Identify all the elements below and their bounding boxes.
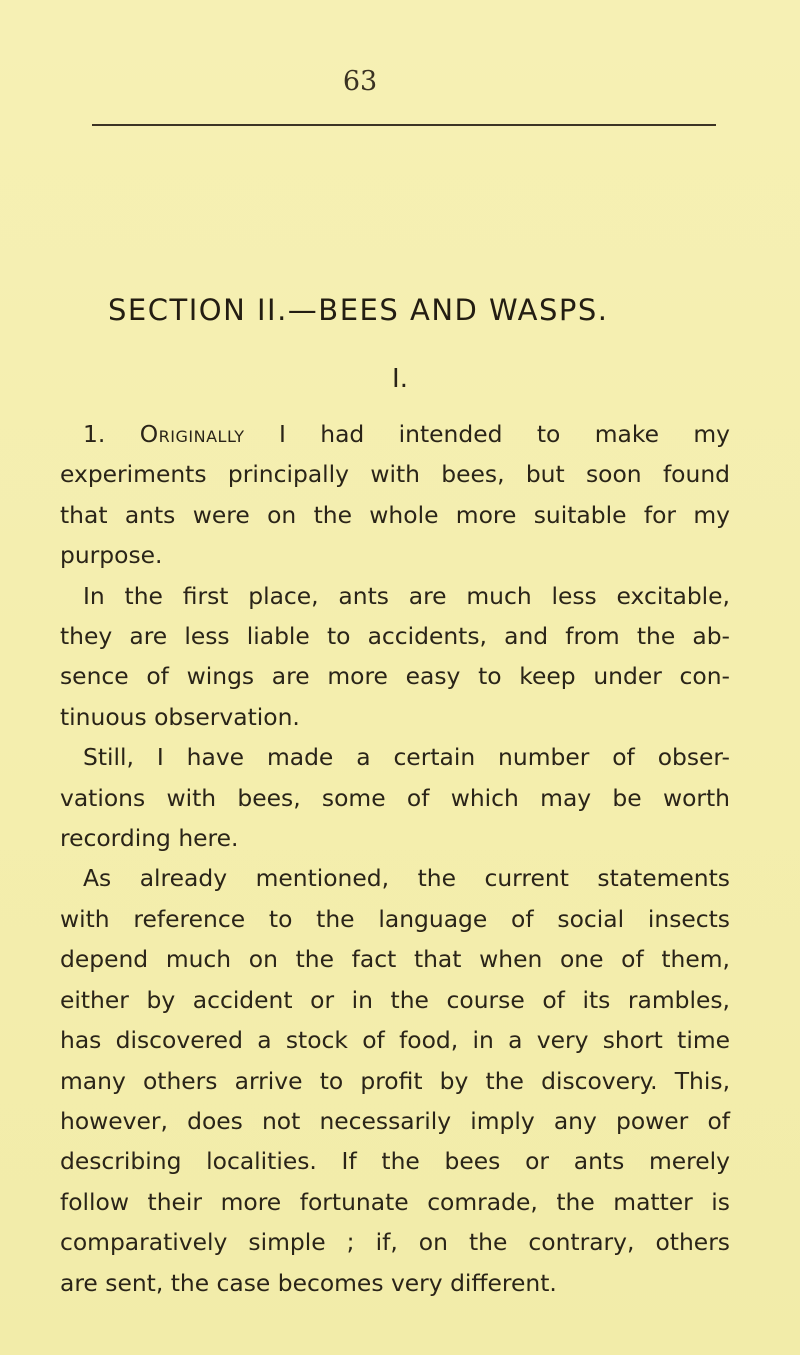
- paragraph-line: sence of wings are more easy to keep under con-: [60, 662, 730, 691]
- paragraph-line: many others arrive to profit by the discovery. This,: [60, 1066, 730, 1095]
- paragraph-line: recording here.: [60, 824, 239, 853]
- body-text: [60, 414, 730, 1303]
- paragraph-line: As already mentioned, the current statements: [83, 864, 730, 893]
- page-number: 63: [342, 66, 378, 97]
- paragraph-line: however, does not necessarily imply any power of: [60, 1106, 730, 1135]
- paragraph-line: tinuous observation.: [60, 702, 300, 731]
- paragraph-line: In the first place, ants are much less excitable,: [83, 581, 730, 610]
- paragraph-line: that ants were on the whole more suitable for my: [60, 500, 730, 529]
- paragraph-line: has discovered a stock of food, in a very short time: [60, 1026, 730, 1055]
- paragraph-line: with reference to the language of social insects: [60, 904, 730, 933]
- paragraph-line: Still, I have made a certain number of obser-: [83, 743, 730, 772]
- paragraph-line: comparatively simple ; if, on the contrary, others: [60, 1228, 730, 1257]
- paragraph-line: vations with bees, some of which may be worth: [60, 783, 730, 812]
- header-rule: [92, 124, 716, 126]
- paragraph-number: 1.: [83, 420, 106, 448]
- paragraph-line: describing localities. If the bees or ants merely: [60, 1147, 730, 1176]
- section-title: SECTION II.—BEES AND WASPS.: [108, 293, 609, 327]
- paragraph-line: follow their more fortunate comrade, the matter is: [60, 1187, 730, 1216]
- paragraph-line: depend much on the fact that when one of them,: [60, 945, 730, 974]
- paragraph-line: purpose.: [60, 541, 163, 570]
- paragraph-line: are sent, the case becomes very different.: [60, 1268, 557, 1297]
- paragraph-line: 1. Originally I had intended to make my: [83, 420, 731, 448]
- subsection-number: I.: [392, 364, 408, 394]
- paragraph-line: experiments principally with bees, but soon found: [60, 460, 730, 489]
- paragraph-lead: Originally: [139, 420, 245, 448]
- paragraph-line: either by accident or in the course of its rambles,: [60, 985, 730, 1014]
- paragraph-line: they are less liable to accidents, and from the ab-: [60, 622, 730, 651]
